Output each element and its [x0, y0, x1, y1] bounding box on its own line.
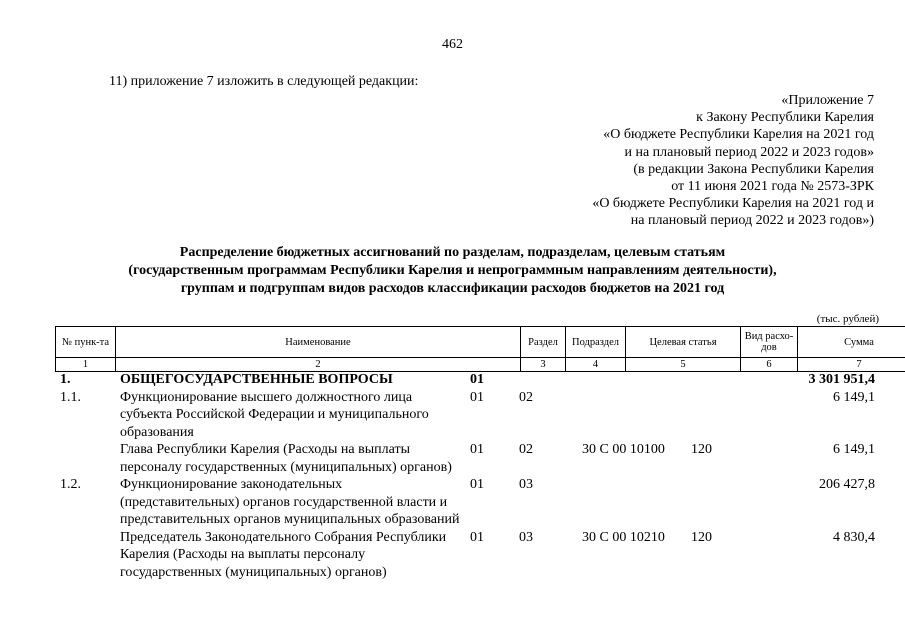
row-section: 01 [470, 442, 484, 457]
row-sum: 206 427,8 [819, 477, 875, 492]
row-target: 30 С 00 10210 [582, 529, 665, 545]
appendix-note-line: «Приложение 7 [781, 93, 874, 108]
column-number: 3 [521, 358, 566, 372]
row-section: 01 [470, 389, 484, 405]
row-name: Председатель Законодательного Собрания Республики Карелия (Расходы на выплаты персоналу государственных (муниципальных) органов) [120, 529, 447, 580]
row-number: 1. [60, 372, 71, 387]
row-sum: 4 830,4 [833, 529, 875, 545]
appendix-note-line: (в редакции Закона Республики Карелия [633, 161, 874, 177]
table-row [55, 476, 880, 529]
column-header-subsection: Подраздел [566, 327, 626, 358]
column-header-name: Наименование [116, 327, 521, 358]
appendix-note-line: и на плановый период 2022 и 2023 годов» [624, 144, 874, 160]
table-row [55, 371, 880, 389]
title-line: (государственным программам Республики Карелия и непрограммным направлениям деятельности), [128, 263, 777, 278]
column-number: 5 [626, 358, 741, 372]
row-name: Функционирование высшего должностного лица субъекта Российской Федерации и муниципального образования [120, 389, 429, 440]
table-row [55, 529, 880, 582]
row-number: 1.1. [60, 389, 81, 405]
column-number: 4 [566, 358, 626, 372]
row-subsection: 03 [519, 477, 533, 492]
units-label: (тыс. рублей) [816, 313, 879, 325]
row-section: 01 [470, 477, 484, 492]
table-header [55, 326, 905, 372]
column-header-num: № пунк-та [56, 327, 116, 358]
column-header-target: Целевая статья [626, 327, 741, 358]
column-number: 2 [116, 358, 521, 372]
row-subsection: 02 [519, 442, 533, 457]
table-row [55, 441, 880, 476]
page-number: 462 [442, 37, 463, 52]
appendix-note-line: «О бюджете Республики Карелия на 2021 год и [592, 196, 874, 212]
row-name: Глава Республики Карелия (Расходы на выплаты персоналу государственных (муниципальных) органов) [120, 442, 452, 475]
row-type: 120 [691, 442, 712, 457]
table-row [55, 389, 880, 442]
column-number: 6 [741, 358, 798, 372]
row-name: Функционирование законодательных (представительных) органов государственной власти и представительных органов муниципальных образований [120, 477, 460, 527]
title-line: Распределение бюджетных ассигнований по разделам, подразделам, целевым статьям [179, 245, 726, 260]
table-body [55, 371, 880, 581]
row-target: 30 С 00 10100 [582, 442, 665, 457]
row-section: 01 [470, 529, 484, 545]
row-section: 01 [470, 372, 484, 387]
row-sum: 6 149,1 [833, 442, 875, 457]
column-number: 7 [798, 358, 905, 372]
row-name: ОБЩЕГОСУДАРСТВЕННЫЕ ВОПРОСЫ [120, 372, 393, 387]
column-header-sum: Сумма [798, 327, 905, 358]
appendix-note-line: к Закону Республики Карелия [696, 110, 874, 126]
row-sum: 6 149,1 [833, 389, 875, 405]
row-sum: 3 301 951,4 [808, 372, 875, 387]
appendix-note-line: от 11 июня 2021 года № 2573-ЗРК [671, 179, 874, 195]
row-subsection: 03 [519, 529, 533, 545]
column-header-section: Раздел [521, 327, 566, 358]
appendix-note-line: «О бюджете Республики Карелия на 2021 год [603, 127, 874, 143]
document-title [0, 244, 905, 298]
column-number: 1 [56, 358, 116, 372]
title-line: группам и подгруппам видов расходов классификации расходов бюджетов на 2021 год [180, 281, 725, 296]
row-subsection: 02 [519, 389, 533, 405]
appendix-note-line: на плановый период 2022 и 2023 годов») [630, 213, 874, 229]
row-type: 120 [691, 529, 712, 545]
intro-line: 11) приложение 7 изложить в следующей редакции: [109, 74, 419, 89]
appendix-note [592, 92, 874, 230]
column-header-type: Вид расхо-дов [741, 327, 798, 358]
row-number: 1.2. [60, 477, 81, 492]
